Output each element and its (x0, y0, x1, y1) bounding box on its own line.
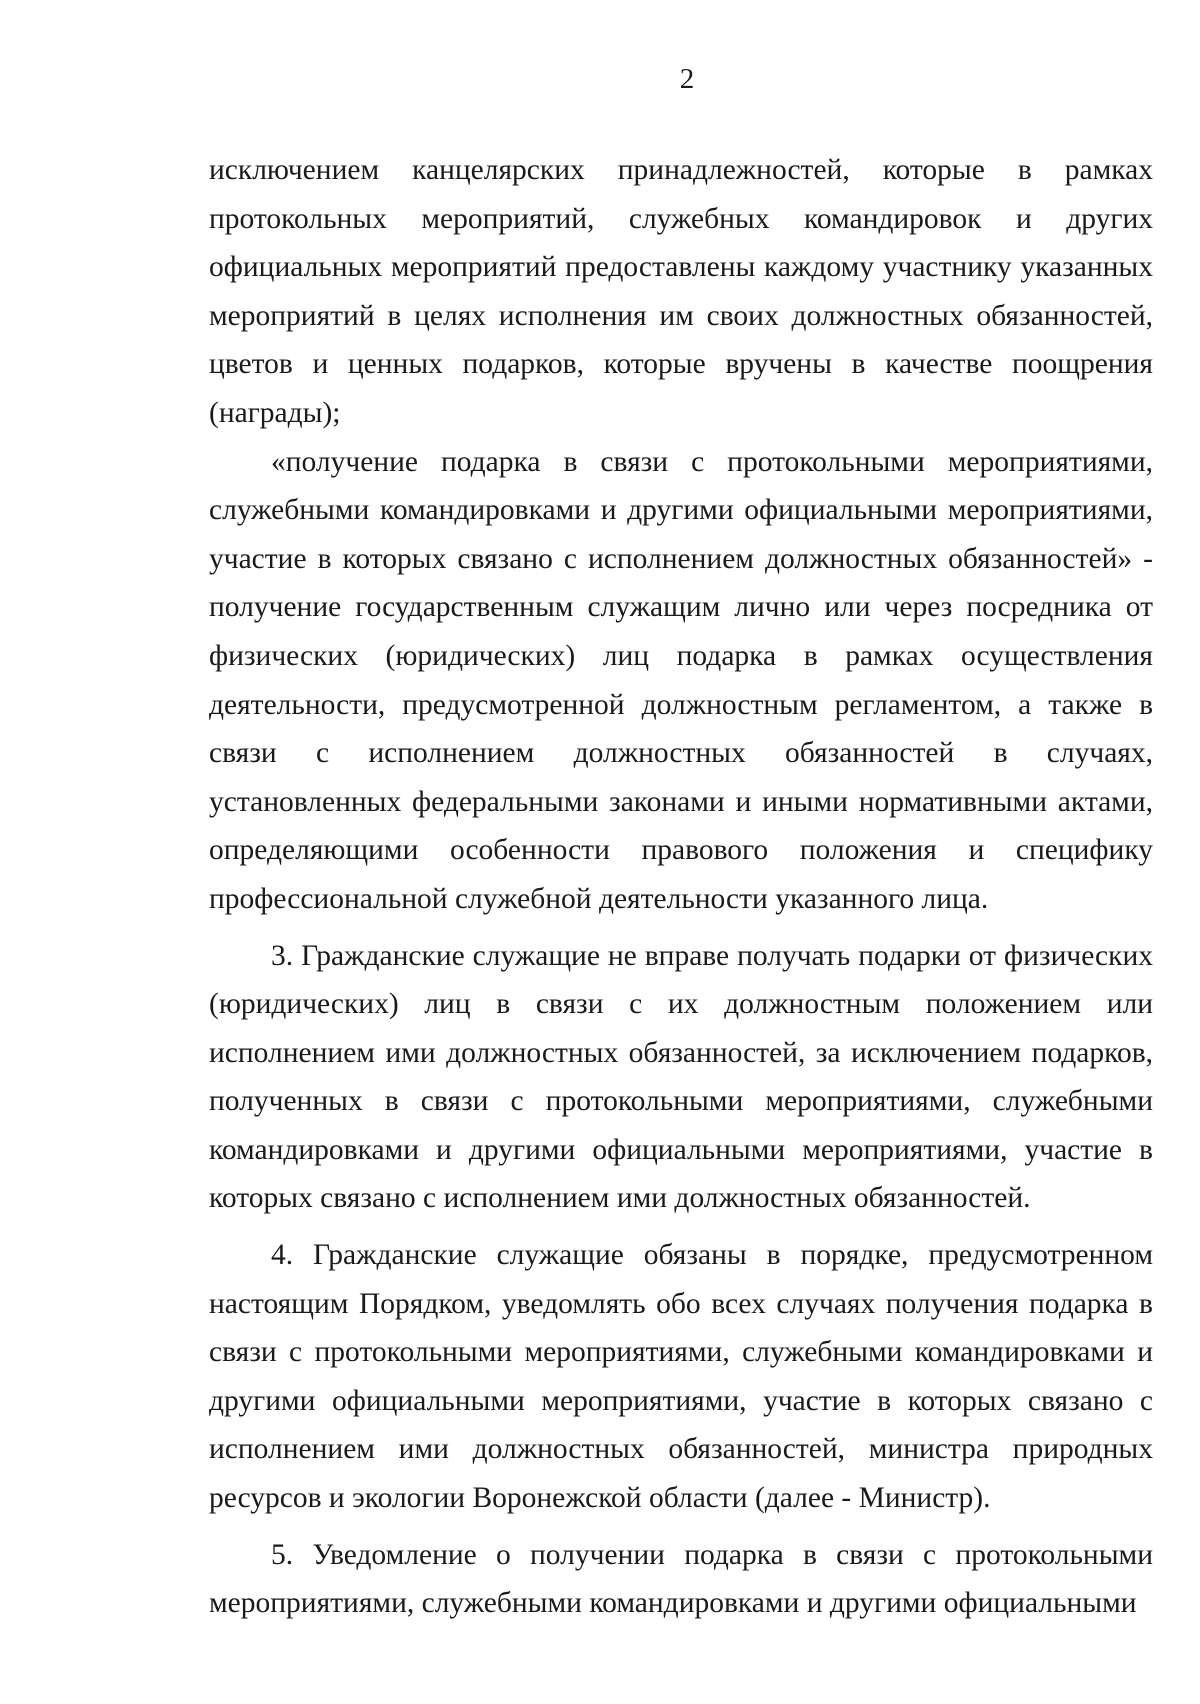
paragraph-item-4: 4. Гражданские служащие обязаны в порядке, предусмотренном настоящим Порядком, уведомлять обо всех случаях получения подарка в связи с протокольными мероприятиями, служебными командировками и другими официальными мероприятиями, участие в которых связано с исполнением ими должностных обязанностей, министра природных ресурсов и экологии Воронежской области (далее - Министр). (209, 1239, 1153, 1515)
paragraph-definition-gift-receipt: «получение подарка в связи с протокольными мероприятиями, служебными командировками и другими официальными мероприятиями, участие в которых связано с исполнением должностных обязанностей» - получение государственным служащим лично или через посредника от физических (юридических) лиц подарка в рамках осуществления деятельности, предусмотренной должностным регламентом, а также в связи с исполнением должностных обязанностей в случаях, установленных федеральными законами и иными нормативными актами, определяющими особенности правового положения и специфику профессиональной служебной деятельности указанного лица. (209, 445, 1153, 915)
paragraph-item-3: 3. Гражданские служащие не вправе получать подарки от физических (юридических) лиц в связи с их должностным положением или исполнением ими должностных обязанностей, за исключением подарков, полученных в связи с протокольными мероприятиями, служебными командировками и другими официальными мероприятиями, участие в которых связано с исполнением ими должностных обязанностей. (209, 939, 1153, 1215)
paragraph-item-5: 5. Уведомление о получении подарка в связи с протокольными мероприятиями, служебными командировками и другими официальными (209, 1538, 1153, 1620)
page-number: 2 (679, 63, 695, 95)
paragraph-definition-exclusion: исключением канцелярских принадлежностей, которые в рамках протокольных мероприятий, служебных командировок и других официальных мероприятий предоставлены каждому участнику указанных мероприятий в целях исполнения им своих должностных обязанностей, цветов и ценных подарков, которые вручены в качестве поощрения (награды); (209, 154, 1153, 429)
document-body (209, 146, 1153, 1628)
